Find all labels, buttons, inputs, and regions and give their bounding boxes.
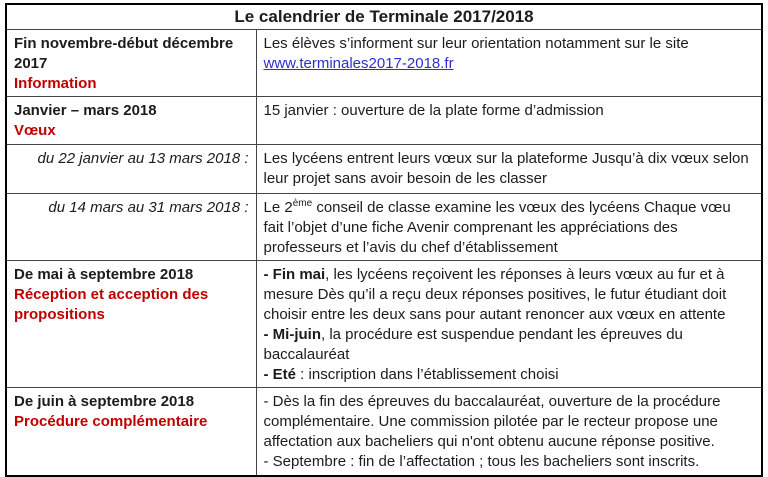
row-point: - Dès la fin des épreuves du baccalauréat, ouverture de la procédure complémentaire. Une commission pilotée par le recteur propose une affectation aux bacheliers qui n'ont obtenu aucune réponse positive. [263, 393, 721, 450]
row-subperiod: du 22 janvier au 13 mars 2018 : [6, 145, 256, 194]
table-row [6, 388, 762, 477]
row-description: Les élèves s’informent sur leur orientation notamment sur le site [263, 35, 689, 52]
row-point: - Septembre : fin de l’affectation ; tous les bacheliers sont inscrits. [263, 453, 700, 470]
row-point: - Fin mai, les lycéens reçoivent les réponses à leurs vœux au fur et à mesure Dès qu’il a reçu deux réponses positives, le futur étudiant doit choisir entre les deux sans pour autant renoncer aux vœux en attente [263, 266, 727, 323]
row-point: - Eté : inscription dans l’établissement choisi [263, 366, 559, 383]
row-description: 15 janvier : ouverture de la plate forme d’admission [263, 102, 604, 119]
table-row [6, 194, 762, 261]
row-category: Procédure complémentaire [14, 413, 208, 430]
row-description: Les lycéens entrent leurs vœux sur la plateforme Jusqu’à dix vœux selon leur projet sans avoir besoin de les classer [263, 150, 749, 187]
calendar-table [5, 3, 763, 477]
table-row [6, 30, 762, 97]
row-description: Le 2ème conseil de classe examine les vœux des lycéens Chaque vœu fait l’objet d’une fiche Avenir comprenant les appréciations des professeurs et l’avis du chef d’établissement [263, 198, 731, 256]
table-row [6, 261, 762, 388]
title-row [6, 4, 762, 30]
page-title: Le calendrier de Terminale 2017/2018 [6, 4, 762, 30]
row-category: Vœux [14, 122, 56, 139]
table-row [6, 145, 762, 194]
row-period: De juin à septembre 2018 [14, 393, 195, 410]
row-point: - Mi-juin, la procédure est suspendue pendant les épreuves du baccalauréat [263, 326, 683, 363]
row-period: Janvier – mars 2018 [14, 102, 157, 119]
row-category: Réception et acception des propositions [14, 286, 209, 323]
row-subperiod: du 14 mars au 31 mars 2018 : [6, 194, 256, 261]
table-row [6, 97, 762, 145]
row-period: Fin novembre-début décembre 2017 [14, 35, 234, 72]
row-period: De mai à septembre 2018 [14, 266, 194, 283]
ordinal-superscript: ème [292, 198, 313, 209]
terminales-site-link[interactable]: www.terminales2017-2018.fr [263, 55, 454, 72]
row-category: Information [14, 75, 97, 92]
